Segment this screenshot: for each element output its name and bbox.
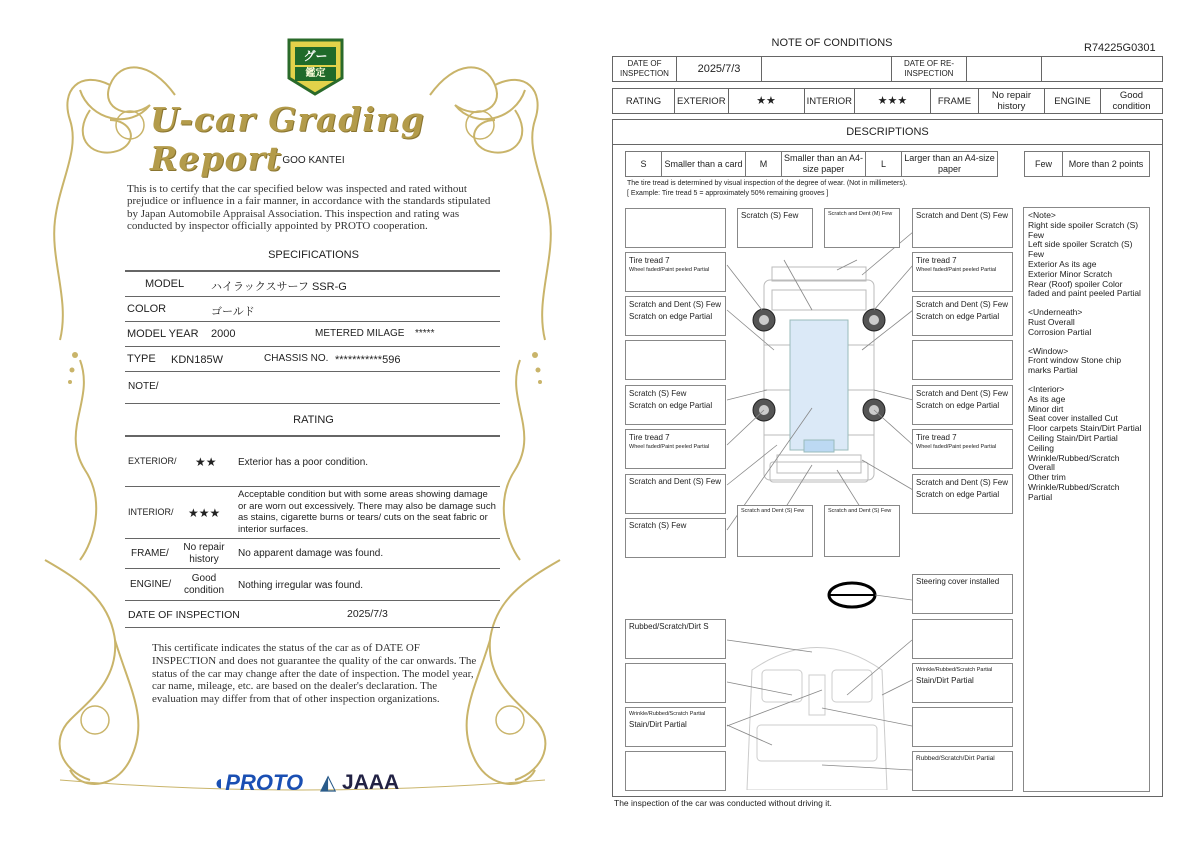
few-legend — [1024, 151, 1150, 177]
remarks-panel — [1023, 207, 1150, 792]
conditions-footer: The inspection of the car was conducted without driving it. — [614, 798, 832, 808]
color-row — [125, 297, 500, 322]
note-text: Tire tread 7 — [629, 433, 670, 442]
frame-row — [125, 539, 500, 569]
note-box — [625, 518, 726, 558]
note-box — [912, 574, 1013, 614]
note-text: Scratch on edge Partial — [916, 490, 1000, 499]
note-row — [125, 372, 500, 404]
note-box — [625, 474, 726, 514]
legend-s: S — [626, 152, 662, 177]
note-text: Wheel faded/Paint peeled Partial — [629, 267, 710, 273]
remark-line: Exterior As its age — [1028, 258, 1097, 269]
note-text: Tire tread 7 — [916, 433, 957, 442]
type-row — [125, 347, 500, 372]
frame-desc: No apparent damage was found. — [238, 548, 384, 559]
note-box — [824, 505, 900, 557]
jaaa-logo: ◭ JAAA — [320, 771, 400, 794]
note-box — [625, 751, 726, 791]
note-text: Tire tread 7 — [916, 256, 957, 265]
remark-line: Rust Overall — [1028, 316, 1075, 327]
type-label: TYPE — [127, 353, 156, 365]
inspection-date-value: 2025/7/3 — [677, 57, 762, 82]
engine-label: ENGINE/ — [130, 579, 172, 590]
note-box — [625, 252, 726, 292]
remark-line: Ceiling Stain/Dirt Partial — [1028, 432, 1118, 443]
remark-line: As its age — [1028, 393, 1066, 404]
note-text: Wheel faded/Paint peeled Partial — [916, 444, 997, 450]
interior-col-stars: ★★★ — [854, 89, 930, 114]
note-text: Rubbed/Scratch/Dirt S — [629, 622, 709, 631]
note-box — [625, 619, 726, 659]
remark-line: Corrosion Partial — [1028, 326, 1092, 337]
interior-rating-row — [125, 487, 500, 539]
remarks-heading: <Underneath> — [1028, 307, 1083, 318]
exterior-label: EXTERIOR/ — [128, 456, 177, 466]
model-year-row — [125, 322, 500, 347]
note-box — [912, 340, 1013, 380]
legend-l: L — [866, 152, 902, 177]
exterior-rating-row — [125, 437, 500, 487]
report-number: R74225G0301 — [1084, 42, 1156, 54]
note-text: Stain/Dirt Partial — [916, 676, 974, 685]
note-box — [625, 340, 726, 380]
note-text: Scratch on edge Partial — [629, 312, 713, 321]
remark-line: Seat cover installed Cut — [1028, 413, 1118, 424]
note-box — [912, 663, 1013, 703]
note-text: Scratch and Dent (S) Few — [629, 300, 722, 309]
remark-line: Floor carpets Stain/Dirt Partial — [1028, 423, 1142, 434]
color-value: ゴールド — [211, 306, 255, 318]
note-label: NOTE/ — [128, 381, 159, 392]
note-text: Wrinkle/Rubbed/Scratch Partial — [916, 667, 993, 673]
legend-few-desc: More than 2 points — [1063, 152, 1150, 177]
legend-l-desc: Larger than an A4-size paper — [902, 152, 998, 177]
remarks-heading: <Note> — [1028, 210, 1056, 220]
note-text: Scratch (S) Few — [629, 521, 687, 530]
note-text: Scratch (S) Few — [629, 389, 687, 398]
remark-line: Right side spoiler Scratch (S) Few — [1028, 219, 1139, 240]
remarks-heading: <Interior> — [1028, 383, 1065, 394]
size-legend — [625, 151, 998, 177]
note-text: Stain/Dirt Partial — [629, 720, 687, 729]
legend-m: M — [746, 152, 782, 177]
engine-value: Good condition — [183, 573, 225, 596]
note-text: Scratch on edge Partial — [916, 401, 1000, 410]
rating-heading: RATING — [293, 414, 334, 426]
note-box — [625, 208, 726, 248]
note-text: Scratch and Dent (M) Few — [828, 211, 893, 217]
frame-label: FRAME/ — [131, 548, 169, 559]
note-text: Scratch and Dent (S) Few — [828, 508, 892, 514]
note-text: Scratch on edge Partial — [916, 312, 1000, 321]
note-text: Scratch and Dent (S) Few — [916, 389, 1009, 398]
tire-note-2: [ Example: Tire tread 5 = approximately 50% remaining grooves ] — [627, 190, 829, 197]
interior-col-label: INTERIOR — [804, 89, 854, 114]
note-text: Scratch (S) Few — [741, 211, 799, 220]
remark-line: Minor dirt — [1028, 403, 1064, 414]
badge-bottom-text: 鑑定 — [305, 68, 326, 79]
model-label: MODEL — [145, 278, 185, 290]
engine-desc: Nothing irregular was found. — [238, 580, 364, 591]
engine-row — [125, 569, 500, 601]
note-text: Wheel faded/Paint peeled Partial — [916, 267, 997, 273]
remarks-heading: <Window> — [1028, 345, 1069, 356]
note-text: Scratch and Dent (S) Few — [916, 300, 1009, 309]
note-box — [912, 296, 1013, 336]
exterior-col-label: EXTERIOR — [675, 89, 729, 114]
legend-few: Few — [1025, 152, 1063, 177]
note-box — [625, 707, 726, 747]
note-text: Tire tread 7 — [629, 256, 670, 265]
tire-note-1: The tire tread is determined by visual inspection of the degree of wear. (Not in millimeters). — [627, 180, 908, 187]
interior-desc: Acceptable condition but with some areas showing damage or are worn out excessively. There may also be damage such as stains, cigarette burns or tears/ cuts on the seat fabric or interior surfaces. — [238, 489, 496, 535]
frame-col-value: No repair history — [978, 89, 1044, 114]
remark-line: Left side spoiler Scratch (S) Few — [1028, 239, 1133, 260]
note-box — [737, 208, 813, 248]
mileage-label: METERED MILAGE — [315, 328, 405, 339]
note-box — [912, 252, 1013, 292]
note-box — [625, 429, 726, 469]
certificate-footer: This certificate indicates the status of the car as of DATE OF INSPECTION and does not guarantee the quality of the car onwards. The status of the car may change after the date of inspection. The model year, car name, mileage, etc. are based on the dealer's declaration. The evaluation may differ from that of other inspection organizations. — [152, 642, 477, 706]
inspection-date-table — [612, 56, 1163, 82]
frame-col-label: FRAME — [930, 89, 978, 114]
note-box — [912, 429, 1013, 469]
remark-line: Ceiling Wrinkle/Rubbed/Scratch Overall — [1028, 442, 1120, 473]
note-box — [824, 208, 900, 248]
badge-top-text: グー — [303, 49, 328, 63]
engine-col-value: Good condition — [1100, 89, 1162, 114]
remark-line: Other trim Wrinkle/Rubbed/Scratch Partial — [1028, 472, 1120, 502]
model-value: ハイラックスサーフ SSR-G — [211, 281, 347, 293]
proto-logo: ◖PROTO — [212, 770, 304, 795]
note-box — [912, 751, 1013, 791]
date-label: DATE OF INSPECTION — [128, 609, 240, 621]
note-text: Rubbed/Scratch/Dirt Partial — [916, 755, 995, 762]
engine-col-label: ENGINE — [1044, 89, 1100, 114]
inspection-date-label: DATE OF INSPECTION — [613, 57, 677, 82]
note-box — [737, 505, 813, 557]
note-text: Scratch and Dent (S) Few — [916, 478, 1009, 487]
descriptions-heading: DESCRIPTIONS — [612, 119, 1163, 145]
note-box — [912, 619, 1013, 659]
report-title: U-car Grading Report — [150, 100, 425, 178]
note-box — [912, 385, 1013, 425]
certification-statement: This is to certify that the car specified below was inspected and rated without prejudice or influence in a fair manner, in accordance with the standards stipulated by Japan Automobile Appraisal Association. This inspection and rating was conducted by inspector officially appointed by PROTO cooperation. — [127, 183, 491, 233]
note-box — [625, 663, 726, 703]
model-row — [125, 272, 500, 297]
remark-line: Exterior Minor Scratch — [1028, 268, 1113, 279]
specifications-heading: SPECIFICATIONS — [268, 249, 359, 261]
remark-line: Rear (Roof) spoiler Color faded and paint peeled Partial — [1028, 278, 1141, 299]
frame-value: No repair history — [183, 542, 225, 565]
exterior-col-stars: ★★ — [728, 89, 804, 114]
color-label: COLOR — [127, 303, 167, 315]
legend-s-desc: Smaller than a card — [662, 152, 746, 177]
mileage-value: ***** — [415, 328, 435, 339]
note-text: Wrinkle/Rubbed/Scratch Partial — [629, 711, 706, 717]
proto-mark-icon: ◖ — [212, 770, 226, 795]
chassis-label: CHASSIS NO. — [264, 353, 329, 364]
model-year-value: 2000 — [211, 328, 236, 340]
report-subtitle: GOO KANTEI — [282, 155, 345, 166]
legend-m-desc: Smaller than an A4-size paper — [782, 152, 866, 177]
rating-summary-table — [612, 88, 1163, 114]
note-text: Steering cover installed — [916, 577, 1000, 586]
remark-line: Front window Stone chip marks Partial — [1028, 355, 1122, 376]
note-text: Scratch on edge Partial — [629, 401, 713, 410]
jaaa-mark-icon: ◭ — [320, 771, 337, 794]
date-value: 2025/7/3 — [347, 608, 388, 620]
note-text: Scratch and Dent (S) Few — [741, 508, 805, 514]
note-text: Scratch and Dent (S) Few — [916, 211, 1009, 220]
rating-label: RATING — [613, 89, 675, 114]
interior-label: INTERIOR/ — [128, 507, 174, 517]
model-year-label: MODEL YEAR — [127, 328, 199, 340]
exterior-desc: Exterior has a poor condition. — [238, 457, 369, 468]
reinspection-date-label: DATE OF RE-INSPECTION — [892, 57, 967, 82]
note-box — [912, 707, 1013, 747]
note-box — [625, 296, 726, 336]
date-row — [125, 601, 500, 628]
note-box — [912, 208, 1013, 248]
note-text: Scratch and Dent (S) Few — [629, 477, 722, 486]
interior-stars: ★★★ — [188, 506, 221, 520]
chassis-value: ***********596 — [335, 354, 401, 366]
conditions-title: NOTE OF CONDITIONS — [771, 37, 893, 49]
type-value: KDN185W — [171, 354, 223, 366]
note-text: Wheel faded/Paint peeled Partial — [629, 444, 710, 450]
note-box — [625, 385, 726, 425]
exterior-stars: ★★ — [195, 455, 217, 469]
note-box — [912, 474, 1013, 514]
